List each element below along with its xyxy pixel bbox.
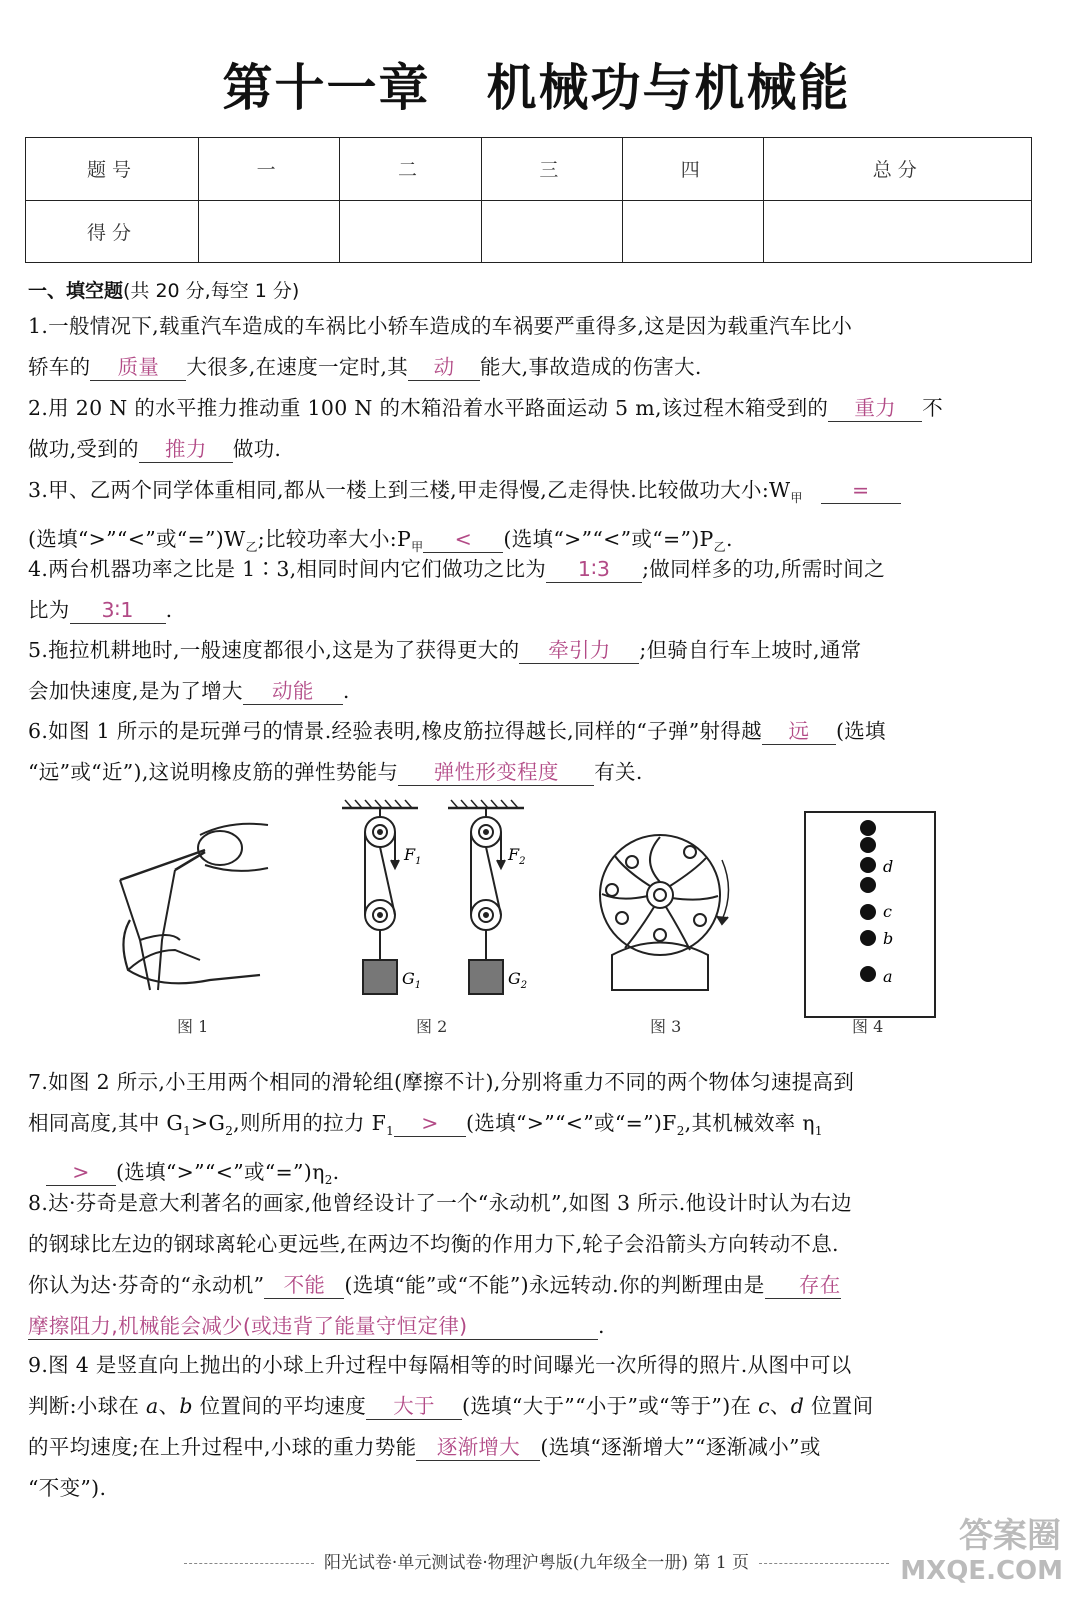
text-segment: 3.甲、乙两个同学体重相同,都从一楼上到三楼,甲走得慢,乙走得快.比较做功大小:W	[28, 478, 791, 502]
question-text: 9.图 4 是竖直向上抛出的小球上升过程中每隔相等的时间曝光一次所得的照片.从图中可以	[28, 1353, 852, 1377]
score-header-cell: 一	[199, 138, 340, 201]
ball-label-c: c	[883, 902, 892, 921]
score-header-cell: 总分	[764, 138, 1032, 201]
text-segment: 2.用 20 N 的水平推力推动重 100 N 的木箱沿着水平路面运动 5 m,该过程木箱受到的	[28, 396, 829, 420]
subscript: 2	[225, 1124, 234, 1139]
footer-text: 阳光试卷·单元测试卷·物理沪粤版(九年级全一册) 第 1 页	[323, 1553, 750, 1573]
slingshot-figure	[120, 824, 268, 990]
question-text	[28, 752, 1038, 793]
text-segment: ;但骑自行车上坡时,通常	[639, 638, 862, 662]
text-segment: 判断:小球在	[28, 1394, 147, 1418]
text-segment: 的平均速度;在上升过程中,小球的重力势能	[28, 1435, 417, 1459]
text-segment: (选填“逐渐增大”“逐渐减小”或	[540, 1435, 821, 1459]
answer-blank: 远	[762, 716, 836, 745]
question-text	[28, 1386, 1038, 1427]
subscript: 甲	[411, 540, 424, 555]
score-cell	[340, 200, 481, 263]
score-header-row	[26, 138, 1032, 201]
ball-exposures-figure	[805, 812, 935, 1017]
answer-blank: =	[821, 475, 901, 504]
text-segment: (选填“>”“<”或“=”)P	[503, 527, 714, 552]
figure-caption-1: 图 1	[177, 1017, 209, 1036]
score-row-label: 得分	[26, 200, 199, 263]
answer-blank: 重力	[828, 393, 922, 422]
answer-blank: 质量	[90, 352, 186, 381]
ball-label-a: a	[883, 967, 893, 986]
text-segment: 、	[158, 1394, 180, 1418]
variable: a	[146, 1394, 159, 1418]
score-cell	[481, 200, 622, 263]
answer-blank: 存在	[765, 1270, 841, 1299]
subscript: 2	[324, 1173, 333, 1188]
text-segment: >G	[191, 1111, 226, 1135]
figure-caption-4: 图 4	[852, 1017, 884, 1036]
question-text: 8.达·芬奇是意大利著名的画家,他曾经设计了一个“永动机”,如图 3 所示.他设计时认为右边	[28, 1191, 852, 1215]
question-6	[28, 711, 1038, 793]
answer-blank: >	[394, 1108, 466, 1137]
text-segment: (选填“>”“<”或“=”)η	[116, 1160, 325, 1185]
answer-blank: 动	[408, 352, 480, 381]
question-text	[28, 549, 1038, 590]
question-text	[28, 671, 1038, 712]
text-segment: “远”或“近”),这说明橡皮筋的弹性势能与	[28, 760, 399, 784]
answer-blank: 推力	[139, 434, 233, 463]
question-text	[28, 347, 1038, 388]
answer-blank: 1∶3	[546, 554, 642, 583]
question-text	[28, 1306, 1038, 1347]
figures-row	[0, 790, 1073, 1050]
text-segment: ,则所用的拉力 F	[233, 1111, 387, 1135]
text-segment: (选填“>”“<”或“=”)F	[466, 1111, 677, 1135]
text-segment: .	[598, 1314, 605, 1338]
question-4	[28, 549, 1038, 631]
pulley-system-2	[448, 800, 524, 994]
watermark-url: MXQE.COM	[900, 1556, 1063, 1586]
answer-blank: 牵引力	[519, 635, 639, 664]
watermark-logo: 答案圈	[959, 1516, 1061, 1556]
question-text	[28, 429, 1038, 470]
score-cell	[764, 200, 1032, 263]
answer-blank: 弹性形变程度	[398, 757, 594, 786]
text-segment: (选填“>”“<”或“=”)W	[28, 527, 246, 552]
score-header-cell: 四	[623, 138, 764, 201]
subscript: 乙	[245, 540, 258, 555]
subscript: 1	[183, 1124, 192, 1139]
text-segment: .	[725, 527, 733, 552]
text-segment: 你认为达·芬奇的“永动机”	[28, 1273, 265, 1297]
question-2	[28, 388, 1038, 470]
question-9	[28, 1345, 1038, 1509]
variable: d	[790, 1394, 805, 1418]
text-segment: 做功.	[232, 437, 282, 461]
text-segment: 有关.	[594, 760, 643, 784]
text-segment: ;比较功率大小:P	[257, 527, 412, 552]
text-segment: 比为	[28, 598, 70, 622]
score-header-cell: 二	[340, 138, 481, 201]
question-text: “不变”).	[28, 1476, 107, 1500]
question-text	[28, 590, 1038, 631]
weight-label-g2: $G_2$	[508, 969, 528, 991]
section-heading	[28, 276, 299, 303]
text-segment: 位置间	[804, 1394, 874, 1418]
question-text	[28, 388, 1038, 429]
question-text	[28, 1265, 1038, 1306]
question-1	[28, 306, 1038, 388]
text-segment: 位置间的平均速度	[192, 1394, 367, 1418]
section-name: 一、填空题	[28, 280, 124, 302]
score-value-row	[26, 200, 1032, 263]
score-cell	[199, 200, 340, 263]
text-segment: 6.如图 1 所示的是玩弹弓的情景.经验表明,橡皮筋拉得越长,同样的“子弹”射得越	[28, 719, 762, 743]
answer-blank: 动能	[243, 676, 343, 705]
variable: b	[179, 1394, 193, 1418]
text-segment: 会加快速度,是为了增大	[28, 679, 243, 703]
text-segment: (选填“大于”“小于”或“等于”)在	[462, 1394, 759, 1418]
figure-caption-2: 图 2	[416, 1017, 448, 1036]
subscript: 1	[386, 1124, 395, 1139]
text-segment: 做功,受到的	[28, 437, 139, 461]
subscript: 甲	[790, 491, 803, 506]
subscript: 2	[676, 1124, 685, 1139]
subscript: 1	[814, 1124, 823, 1139]
text-segment: ,其机械效率 η	[684, 1111, 815, 1135]
ball-label-b: b	[883, 929, 894, 948]
chapter-title	[0, 48, 1073, 120]
answer-blank: 摩擦阻力,机械能会减少(或违背了能量守恒定律)	[28, 1311, 598, 1340]
question-text	[28, 1103, 1038, 1152]
question-text: 的钢球比左边的钢球离轮心更远些,在两边不均衡的作用力下,轮子会沿箭头方向转动不息.	[28, 1232, 839, 1256]
ball-label-d: d	[883, 857, 894, 876]
question-5	[28, 630, 1038, 712]
variable: c	[758, 1394, 770, 1418]
perpetual-motion-wheel	[600, 835, 729, 990]
answer-blank: 逐渐增大	[416, 1432, 540, 1461]
text-segment: 4.两台机器功率之比是 1∶3,相同时间内它们做功之比为	[28, 557, 547, 581]
question-7	[28, 1062, 1038, 1201]
text-segment: .	[165, 598, 173, 622]
score-cell	[623, 200, 764, 263]
chapter-number: 第十一章	[222, 59, 431, 117]
question-text: 7.如图 2 所示,小王用两个相同的滑轮组(摩擦不计),分别将重力不同的两个物体匀速提高到	[28, 1070, 855, 1094]
figure-caption-3: 图 3	[650, 1017, 682, 1036]
text-segment: 轿车的	[28, 355, 91, 379]
pulley-system-1	[342, 800, 418, 994]
question-text	[28, 1427, 1038, 1468]
force-label-f2: $F_2$	[508, 845, 526, 867]
force-label-f1: $F_1$	[404, 845, 422, 867]
question-8	[28, 1183, 1038, 1347]
answer-blank: 大于	[366, 1391, 462, 1420]
score-header-cell: 三	[481, 138, 622, 201]
section-note: (共 20 分,每空 1 分)	[123, 280, 300, 302]
question-text	[28, 711, 1038, 752]
answer-blank: >	[46, 1157, 116, 1186]
subscript: 乙	[713, 540, 726, 555]
text-segment: 大很多,在速度一定时,其	[186, 355, 409, 379]
chapter-name: 机械功与机械能	[486, 59, 851, 117]
answer-blank: 不能	[264, 1270, 344, 1299]
score-table	[25, 137, 1032, 263]
text-segment: 不	[922, 396, 943, 420]
text-segment: 能大,事故造成的伤害大.	[480, 355, 702, 379]
text-segment: .	[342, 679, 350, 703]
question-text	[28, 630, 1038, 671]
weight-label-g1: $G_1$	[402, 969, 422, 991]
text-segment: (选填	[835, 719, 886, 743]
text-segment: ;做同样多的功,所需时间之	[642, 557, 885, 581]
text-segment: 、	[769, 1394, 791, 1418]
answer-blank: <	[423, 524, 503, 553]
text-segment: 相同高度,其中 G	[28, 1111, 184, 1135]
question-text: 1.一般情况下,载重汽车造成的车祸比小轿车造成的车祸要严重得多,这是因为载重汽车比小	[28, 314, 853, 338]
text-segment: 5.拖拉机耕地时,一般速度都很小,这是为了获得更大的	[28, 638, 520, 662]
text-segment: .	[332, 1160, 340, 1185]
text-segment: (选填“能”或“不能”)永远转动.你的判断理由是	[344, 1273, 765, 1297]
question-text	[28, 470, 1038, 519]
score-header-cell: 题号	[26, 138, 199, 201]
answer-blank: 3∶1	[70, 595, 166, 624]
